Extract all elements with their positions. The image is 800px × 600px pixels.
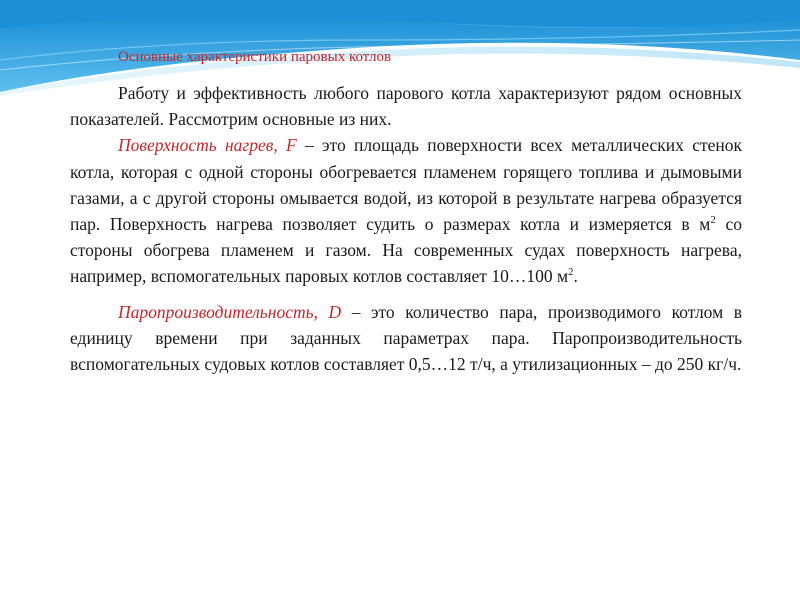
capacity-term: Паропроизводительность, D	[118, 301, 342, 322]
surface-text-3: .	[573, 266, 578, 287]
intro-text: Работу и эффективность любого парового котла характеризуют рядом основных показателей. Рассмотрим основные из них.	[70, 83, 742, 130]
surface-term: Поверхность нагрев, F	[118, 135, 297, 156]
capacity-text: – это количество пара, производимого котлом в единицу времени при заданных параметрах пара. Паропроизводительность вспомогательных судовых котлов составляет 0,5…12 т/ч, а утилизационных – до 250 кг/ч.	[70, 301, 742, 375]
slide-body	[70, 48, 742, 377]
surface-sup-2: 2	[568, 266, 574, 279]
intro-paragraph	[70, 80, 742, 132]
surface-text-2: со стороны обогрева пламенем и газом. На современных судах поверхность нагрева, например, вспомогательных паровых котлов составляет 10…100 м	[70, 214, 742, 287]
surface-text-1: – это площадь поверхности всех металлических стенок котла, которая с одной стороны обогревается пламенем горящего топлива и дымовыми газами, а с другой стороны омывается водой, из которой в результате нагрева образуется пар. Поверхность нагрева позволяет судить о размерах котла и измеряется в м	[70, 135, 742, 235]
surface-paragraph	[70, 132, 742, 289]
capacity-paragraph	[70, 299, 742, 378]
surface-sup-1: 2	[710, 214, 716, 227]
slide-title: Основные характеристики паровых котлов	[118, 49, 392, 65]
